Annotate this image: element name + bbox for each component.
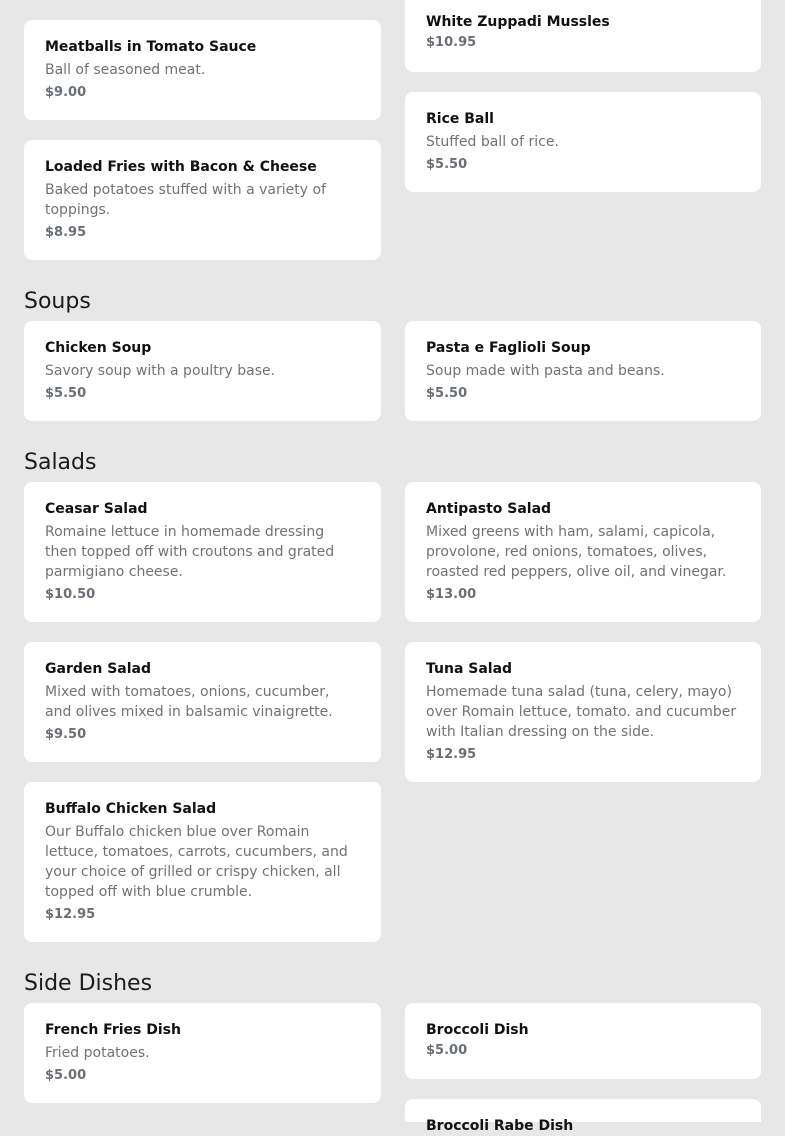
item-name: Garden Salad — [45, 661, 151, 677]
item-price: $9.50 — [45, 727, 87, 742]
item-price: $10.50 — [45, 587, 96, 602]
item-price: $12.95 — [45, 907, 96, 922]
item-name: Meatballs in Tomato Sauce — [45, 39, 257, 55]
item-name: Antipasto Salad — [426, 501, 552, 517]
item-name: Loaded Fries with Bacon & Cheese — [45, 159, 317, 175]
item-name: Pasta e Faglioli Soup — [426, 340, 591, 356]
item-price: $5.00 — [45, 1068, 87, 1083]
section-title-salads: Salads — [24, 450, 97, 475]
item-description: Our Buffalo chicken blue over Romain lettuce, tomatoes, carrots, cucumbers, and your choice of grilled or crispy chicken, all topped off with blue crumble. — [45, 824, 348, 900]
menu-item-card[interactable] — [24, 140, 381, 260]
item-name: Broccoli Rabe Dish — [426, 1118, 574, 1134]
item-description: Mixed with tomatoes, onions, cucumber, and olives mixed in balsamic vinaigrette. — [45, 684, 333, 720]
menu-item-card[interactable] — [405, 0, 761, 72]
item-name: French Fries Dish — [45, 1022, 181, 1038]
item-description: Ball of seasoned meat. — [45, 62, 206, 78]
item-price: $5.50 — [45, 386, 87, 401]
section-title-soups: Soups — [24, 289, 91, 314]
item-name: Buffalo Chicken Salad — [45, 801, 217, 817]
item-name: Ceasar Salad — [45, 501, 148, 517]
menu-item-card[interactable] — [405, 92, 761, 192]
menu-item-card[interactable] — [24, 321, 381, 421]
item-description: Stuffed ball of rice. — [426, 134, 559, 150]
menu-item-card[interactable] — [405, 321, 761, 421]
menu-item-card[interactable] — [24, 482, 381, 622]
menu-item-card[interactable] — [24, 642, 381, 762]
menu-item-card[interactable] — [24, 20, 381, 120]
menu-item-card[interactable] — [405, 482, 761, 622]
item-name: Rice Ball — [426, 111, 494, 127]
item-name: Tuna Salad — [426, 661, 513, 677]
item-price: $5.00 — [426, 1043, 468, 1058]
menu-item-card[interactable] — [405, 642, 761, 782]
item-description: Romaine lettuce in homemade dressing then topped off with croutons and grated parmigiano cheese. — [45, 524, 335, 580]
item-price: $12.95 — [426, 747, 477, 762]
menu-item-card[interactable] — [24, 1003, 381, 1103]
item-description: Mixed greens with ham, salami, capicola, provolone, red onions, tomatoes, olives, roasted red peppers, olive oil, and vinegar. — [426, 524, 727, 580]
section-title-side-dishes: Side Dishes — [24, 971, 153, 996]
item-price: $8.95 — [45, 225, 87, 240]
item-price: $9.00 — [45, 85, 87, 100]
item-description: Fried potatoes. — [45, 1045, 150, 1061]
menu-item-card[interactable] — [24, 782, 381, 942]
item-price: $5.50 — [426, 157, 468, 172]
menu-item-card[interactable] — [405, 1003, 761, 1079]
item-price: $13.00 — [426, 587, 477, 602]
item-price: $10.95 — [426, 35, 477, 50]
item-description: Baked potatoes stuffed with a variety of toppings. — [45, 182, 326, 218]
item-name: Broccoli Dish — [426, 1022, 529, 1038]
item-description: Soup made with pasta and beans. — [426, 363, 665, 379]
menu-item-card[interactable] — [405, 1099, 761, 1134]
item-price: $5.50 — [426, 386, 468, 401]
item-description: Savory soup with a poultry base. — [45, 363, 276, 379]
item-description: Homemade tuna salad (tuna, celery, mayo) over Romain lettuce, tomato. and cucumber with Italian dressing on the side. — [426, 684, 737, 740]
item-name: White Zuppadi Mussles — [426, 14, 610, 30]
item-name: Chicken Soup — [45, 340, 152, 356]
